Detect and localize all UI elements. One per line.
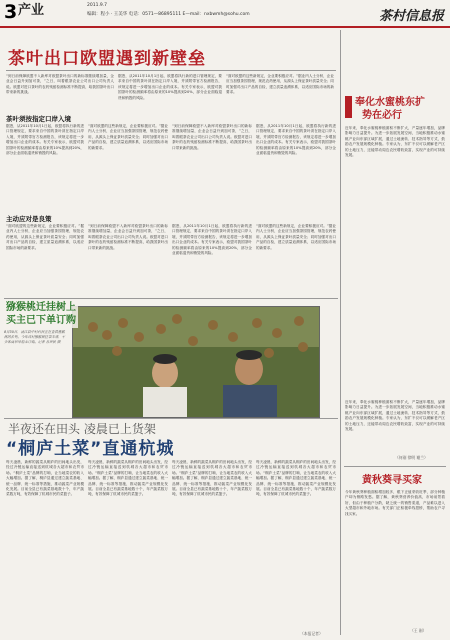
kiwifruit-photo bbox=[72, 306, 320, 418]
feature-headline-1: 猕猴桃迁挂树上 bbox=[6, 302, 76, 313]
editor-line: 编辑：程小 · 王美华 bbox=[87, 12, 128, 17]
right-rule bbox=[344, 466, 446, 467]
section-title: 产业 bbox=[18, 3, 45, 18]
contact-line: 电话：0571—86895111 E—mail：nxbwmh@sohu.com bbox=[128, 12, 250, 17]
column-divider bbox=[340, 30, 341, 635]
lead-headline: 茶叶出口欧盟遇到新壁垒 bbox=[8, 49, 206, 69]
page-number: 3 bbox=[4, 1, 18, 23]
body-response-col4: “面对欧盟的这些新规定，企业要积极应对。”据业内人士分析，企业应当加强茶园管理，规范农药使用，从源头上保证茶叶质量安全；同时加强对出口产品的自检，建立质量追溯体系，以适应国际市场的新要求。 bbox=[256, 224, 336, 250]
photo-caption: 8月30日，浦江县中村村民正在查看猕猴桃的长势。今年该村猕猴桃挂果丰盛，不少客商早早前来订购。记者 苏世民 摄 bbox=[4, 330, 66, 344]
bottom-signature: （本报记者） bbox=[300, 631, 323, 636]
bottom-kicker: 半夜还在田头 凌晨已上货架 bbox=[8, 422, 156, 436]
page-header bbox=[0, 0, 450, 28]
bottom-body-col2: 每天凌晨，新鲜的蔬菜从桐庐的田间地头出发，经过冷链运输直接送到杭城各大超市和农贸市场。“桐庐土菜”品牌的打响，让当地菜农的收入大幅增加。据了解，桐庐县通过建立蔬菜基地、统一品牌、统一标准等措施，推动蔬菜产业规模化发展。目前全县已有蔬菜基地数十个，年产蔬菜数万吨，有效保障了杭城市民的菜篮子。 bbox=[88, 460, 168, 497]
body-port-col1: 据悉，从2011年10月1日起，欧盟将执行新的进口管理规定，要求来自中国的茶叶须在指定口岸入境，并须附带官方检测报告，该规定将进一步增加出口企业的成本。有关专家表示，欧盟对我国茶叶的检测频率将由原来的10%提高到20%，部分企业面临退货和销毁的风险。 bbox=[6, 124, 84, 156]
bottom-body-col3: 每天凌晨，新鲜的蔬菜从桐庐的田间地头出发，经过冷链运输直接送到杭城各大超市和农贸市场。“桐庐土菜”品牌的打响，让当地菜农的收入大幅增加。据了解，桐庐县通过建立蔬菜基地、统一品牌、统一标准等措施，推动蔬菜产业规模化发展。目前全县已有蔬菜基地数十个，年产蔬菜数万吨，有效保障了杭城市民的菜篮子。 bbox=[172, 460, 252, 497]
body-port-col3: “到日前保障欧盟不入新库对欧盟茶叶出口的新标准继续增加量，企业会日益升到加可茶，”之日，叫着眼茶农业公司出口公司负责人说。欧盟对进口茶叶的农药残留检测标准不断提高，给我国茶叶出口带来新的挑战。 bbox=[172, 124, 252, 150]
peach-body: 近年来，奉化水蜜桃种植面积不断扩大，产量逐年增加，品牌影响力日益提升。为进一步拓展发展空间，当地积极推动水蜜桃产业向东部区域扩展，通过土地流转、技术指导等方式，鼓励农户发展规模化种植。专家认为，东扩不仅可以缓解老产区的土地压力，还能带动周边农民增收致富，实现产业的可持续发展。 bbox=[345, 126, 445, 158]
body-response-col2: “到日前保障欧盟不入新库对欧盟茶叶出口的新标准继续增加量，企业会日益升到加可茶，”之日，叫着眼茶农业公司出口公司负责人说。欧盟对进口茶叶的农药残留检测标准不断提高，给我国茶叶出口带来新的挑战。 bbox=[88, 224, 168, 250]
body-response-col1: “面对欧盟的这些新规定，企业要积极应对。”据业内人士分析，企业应当加强茶园管理，规范农药使用，从源头上保证茶叶质量安全；同时加强对出口产品的自检，建立质量追溯体系，以适应国际市场的新要求。 bbox=[6, 224, 84, 250]
okra-signature: （王 刚） bbox=[410, 628, 427, 633]
lead-rule bbox=[6, 70, 336, 71]
editor-contact bbox=[87, 12, 250, 18]
newspaper-masthead: 茶村信息报 bbox=[378, 9, 444, 24]
peach-headline-1: 奉化水蜜桃东扩 bbox=[355, 97, 425, 108]
bottom-body-col4: 每天凌晨，新鲜的蔬菜从桐庐的田间地头出发，经过冷链运输直接送到杭城各大超市和农贸市场。“桐庐土菜”品牌的打响，让当地菜农的收入大幅增加。据了解，桐庐县通过建立蔬菜基地、统一品牌、统一标准等措施，推动蔬菜产业规模化发展。目前全县已有蔬菜基地数十个，年产蔬菜数万吨，有效保障了杭城市民的菜篮子。 bbox=[256, 460, 336, 497]
subhead-response: 主动应对是良策 bbox=[6, 215, 52, 223]
lead-intro-col3: “面对欧盟的这些新规定，企业要积极应对。”据业内人士分析，企业应当加强茶园管理，规范农药使用，从源头上保证茶叶质量安全；同时加强对出口产品的自检，建立质量追溯体系，以适应国际市场的新要求。 bbox=[226, 74, 334, 95]
bottom-headline: “桐庐土菜”直通杭城 bbox=[6, 439, 175, 459]
feature-headline bbox=[4, 300, 78, 328]
okra-headline: 黄秋葵寻买家 bbox=[362, 475, 422, 486]
peach-signature: （何刚 徐明 谢兰） bbox=[395, 455, 428, 460]
peach-body-cont: 近年来，奉化水蜜桃种植面积不断扩大，产量逐年增加，品牌影响力日益提升。为进一步拓展发展空间，当地积极推动水蜜桃产业向东部区域扩展，通过土地流转、技术指导等方式，鼓励农户发展规模化种植。专家认为，东扩不仅可以缓解老产区的土地压力，还能带动周边农民增收致富，实现产业的可持续发展。 bbox=[345, 400, 445, 432]
peach-headline-2: 势在必行 bbox=[362, 110, 402, 121]
bottom-rule bbox=[4, 418, 338, 419]
okra-body: 今年黄秋葵种植面积增加较多，眼下正值采收旺季，部分种植户却为销路发愁。据了解，黄秋葵营养价值高，市场前景看好，但由于种植户分散，缺乏统一的销售渠道，产品难以进入大型超市和外地市场。有关部门正积极牵线搭桥，帮助农户寻找买家。 bbox=[345, 490, 445, 516]
red-marker bbox=[345, 96, 352, 118]
issue-date: 2011.9.7 bbox=[87, 3, 108, 8]
lead-intro: “到日前保障欧盟不入新库对欧盟茶叶出口的新标准继续增加量，企业会日益升到加可茶，”之日，叫着眼茶农业公司出口公司负责人说。欧盟对进口茶叶的农药残留检测标准不断提高，给我国茶叶出口带来新的挑战。 bbox=[6, 74, 114, 95]
feature-headline-2: 买主已下单订购 bbox=[6, 315, 76, 326]
body-response-col3: 据悉，从2011年10月1日起，欧盟将执行新的进口管理规定，要求来自中国的茶叶须在指定口岸入境，并须附带官方检测报告，该规定将进一步增加出口企业的成本。有关专家表示，欧盟对我国茶叶的检测频率将由原来的10%提高到20%，部分企业面临退货和销毁的风险。 bbox=[172, 224, 252, 256]
body-port-col4: 据悉，从2011年10月1日起，欧盟将执行新的进口管理规定，要求来自中国的茶叶须在指定口岸入境，并须附带官方检测报告，该规定将进一步增加出口企业的成本。有关专家表示，欧盟对我国茶叶的检测频率将由原来的10%提高到20%，部分企业面临退货和销毁的风险。 bbox=[256, 124, 336, 156]
subhead-port: 茶叶须按指定口岸入境 bbox=[6, 115, 71, 123]
photo-illustration bbox=[73, 307, 319, 417]
body-port-col2: “面对欧盟的这些新规定，企业要积极应对。”据业内人士分析，企业应当加强茶园管理，规范农药使用，从源头上保证茶叶质量安全；同时加强对出口产品的自检，建立质量追溯体系，以适应国际市场的新要求。 bbox=[88, 124, 168, 150]
feature-rule bbox=[4, 298, 338, 299]
lead-intro-col2: 据悉，从2011年10月1日起，欧盟将执行新的进口管理规定，要求来自中国的茶叶须在指定口岸入境，并须附带官方检测报告，该规定将进一步增加出口企业的成本。有关专家表示，欧盟对我国茶叶的检测频率将由原来的10%提高到20%，部分企业面临退货和销毁的风险。 bbox=[118, 74, 222, 100]
bottom-body-col1: 每天凌晨，新鲜的蔬菜从桐庐的田间地头出发，经过冷链运输直接送到杭城各大超市和农贸市场。“桐庐土菜”品牌的打响，让当地菜农的收入大幅增加。据了解，桐庐县通过建立蔬菜基地、统一品牌、统一标准等措施，推动蔬菜产业规模化发展。目前全县已有蔬菜基地数十个，年产蔬菜数万吨，有效保障了杭城市民的菜篮子。 bbox=[6, 460, 84, 497]
